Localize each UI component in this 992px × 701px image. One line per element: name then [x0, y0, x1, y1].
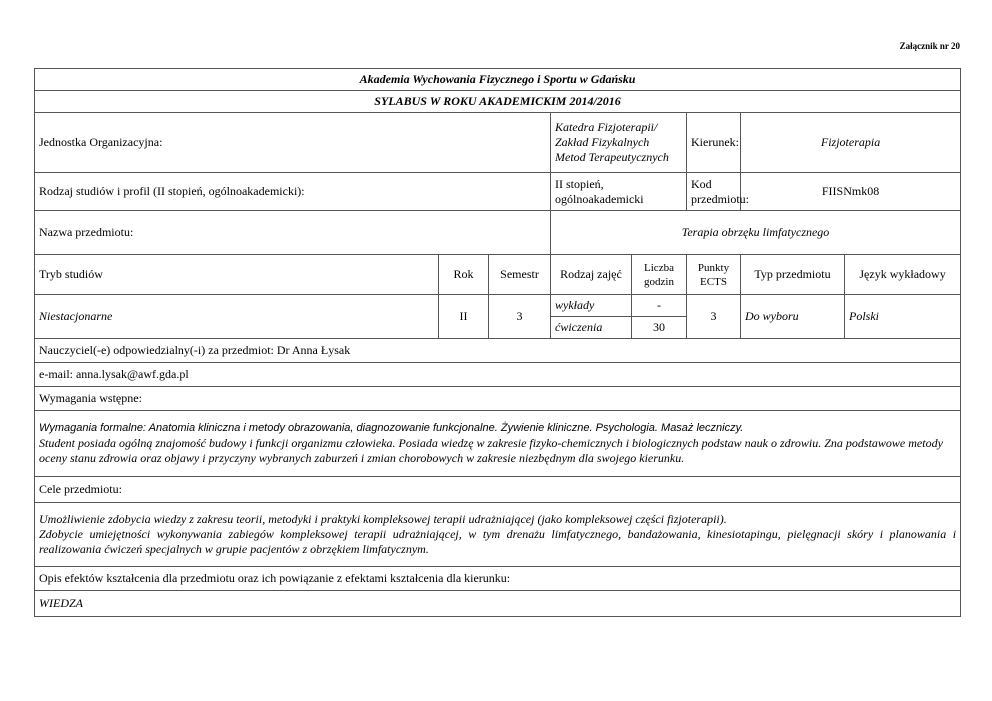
subject-name-value: Terapia obrzęku limfatycznego [551, 211, 961, 255]
col-ects-header: Punkty ECTS [687, 255, 741, 295]
teacher-email: e-mail: anna.lysak@awf.gda.pl [35, 363, 961, 387]
ects-value: 3 [687, 295, 741, 339]
unit-value-line-3: Metod Terapeutycznych [555, 150, 669, 164]
col-class-type-header: Rodzaj zajęć [551, 255, 632, 295]
outcomes-label: Opis efektów kształcenia dla przedmiotu oraz ich powiązanie z efektami kształcenia dla kierunku: [35, 567, 961, 591]
direction-value: Fizjoterapia [741, 113, 961, 173]
unit-value [551, 113, 687, 173]
objectives-line-2: Zdobycie umiejętności wykonywania zabiegów kompleksowej terapii udrażniającej, w tym drenażu limfatycznego, bandażowania, kinesiotapingu, pielęgnacji skóry i planowania i realizowania ćwiczeń specjalnych w grupie pacjentów z obrzękiem limfatycznym. [39, 527, 957, 556]
subject-type-value: Do wyboru [741, 295, 845, 339]
col-year-header: Rok [439, 255, 489, 295]
subject-name-label: Nazwa przedmiotu: [35, 211, 551, 255]
col-hours-header: Liczba godzin [632, 255, 687, 295]
col-subject-type-header: Typ przedmiotu [741, 255, 845, 295]
course-code-label: Kod przedmiotu: [687, 173, 741, 211]
year-value: II [439, 295, 489, 339]
requirements-label: Wymagania wstępne: [35, 387, 961, 411]
exercises-hours: 30 [632, 317, 687, 339]
syllabus-table [34, 68, 961, 617]
unit-label: Jednostka Organizacyjna: [35, 113, 551, 173]
study-type-label: Rodzaj studiów i profil (II stopień, ogólnoakademicki): [35, 173, 551, 211]
course-code-value: FIISNmk08 [741, 173, 961, 211]
col-semester-header: Semestr [489, 255, 551, 295]
requirements-text [35, 411, 961, 477]
syllabus-title: SYLABUS W ROKU AKADEMICKIM 2014/2016 [35, 91, 961, 113]
objectives-label: Cele przedmiotu: [35, 477, 961, 503]
exercises-label: ćwiczenia [551, 317, 632, 339]
institution-name: Akademia Wychowania Fizycznego i Sportu w Gdańsku [35, 69, 961, 91]
study-type-value: II stopień, ogólnoakademicki [551, 173, 687, 211]
semester-value: 3 [489, 295, 551, 339]
language-value: Polski [845, 295, 961, 339]
requirements-description: Student posiada ogólną znajomość budowy i funkcji organizmu człowieka. Posiada wiedzę w zakresie fizyko-chemicznych i biologicznych podstaw nauk o zdrowiu. Zna podstawowe metody oceny stanu zdrowia oraz objawy i przyczyny wybranych zaburzeń i zmian chorobowych w zakresie niezbędnym dla swojego kierunku. [39, 436, 943, 465]
lectures-label: wykłady [551, 295, 632, 317]
knowledge-heading: WIEDZA [35, 591, 961, 617]
annex-label: Załącznik nr 20 [899, 41, 960, 51]
unit-value-line-2: Zakład Fizykalnych [555, 135, 650, 149]
direction-label: Kierunek: [687, 113, 741, 173]
unit-value-line-1: Katedra Fizjoterapii/ [555, 120, 658, 134]
objectives-text [35, 503, 961, 567]
col-mode-header: Tryb studiów [35, 255, 439, 295]
lectures-hours: - [632, 295, 687, 317]
requirements-formal: Wymagania formalne: Anatomia kliniczna i metody obrazowania, diagnozowanie funkcjonalne. Żywienie kliniczne. Psychologia. Masaż leczniczy. [39, 422, 744, 434]
study-mode-value: Niestacjonarne [35, 295, 439, 339]
col-language-header: Język wykładowy [845, 255, 961, 295]
teacher-line: Nauczyciel(-e) odpowiedzialny(-i) za przedmiot: Dr Anna Łysak [35, 339, 961, 363]
objectives-line-1: Umożliwienie zdobycia wiedzy z zakresu teorii, metodyki i praktyki kompleksowej terapii udrażniającej (jako kompleksowej części fizjoterapii). [39, 512, 727, 526]
